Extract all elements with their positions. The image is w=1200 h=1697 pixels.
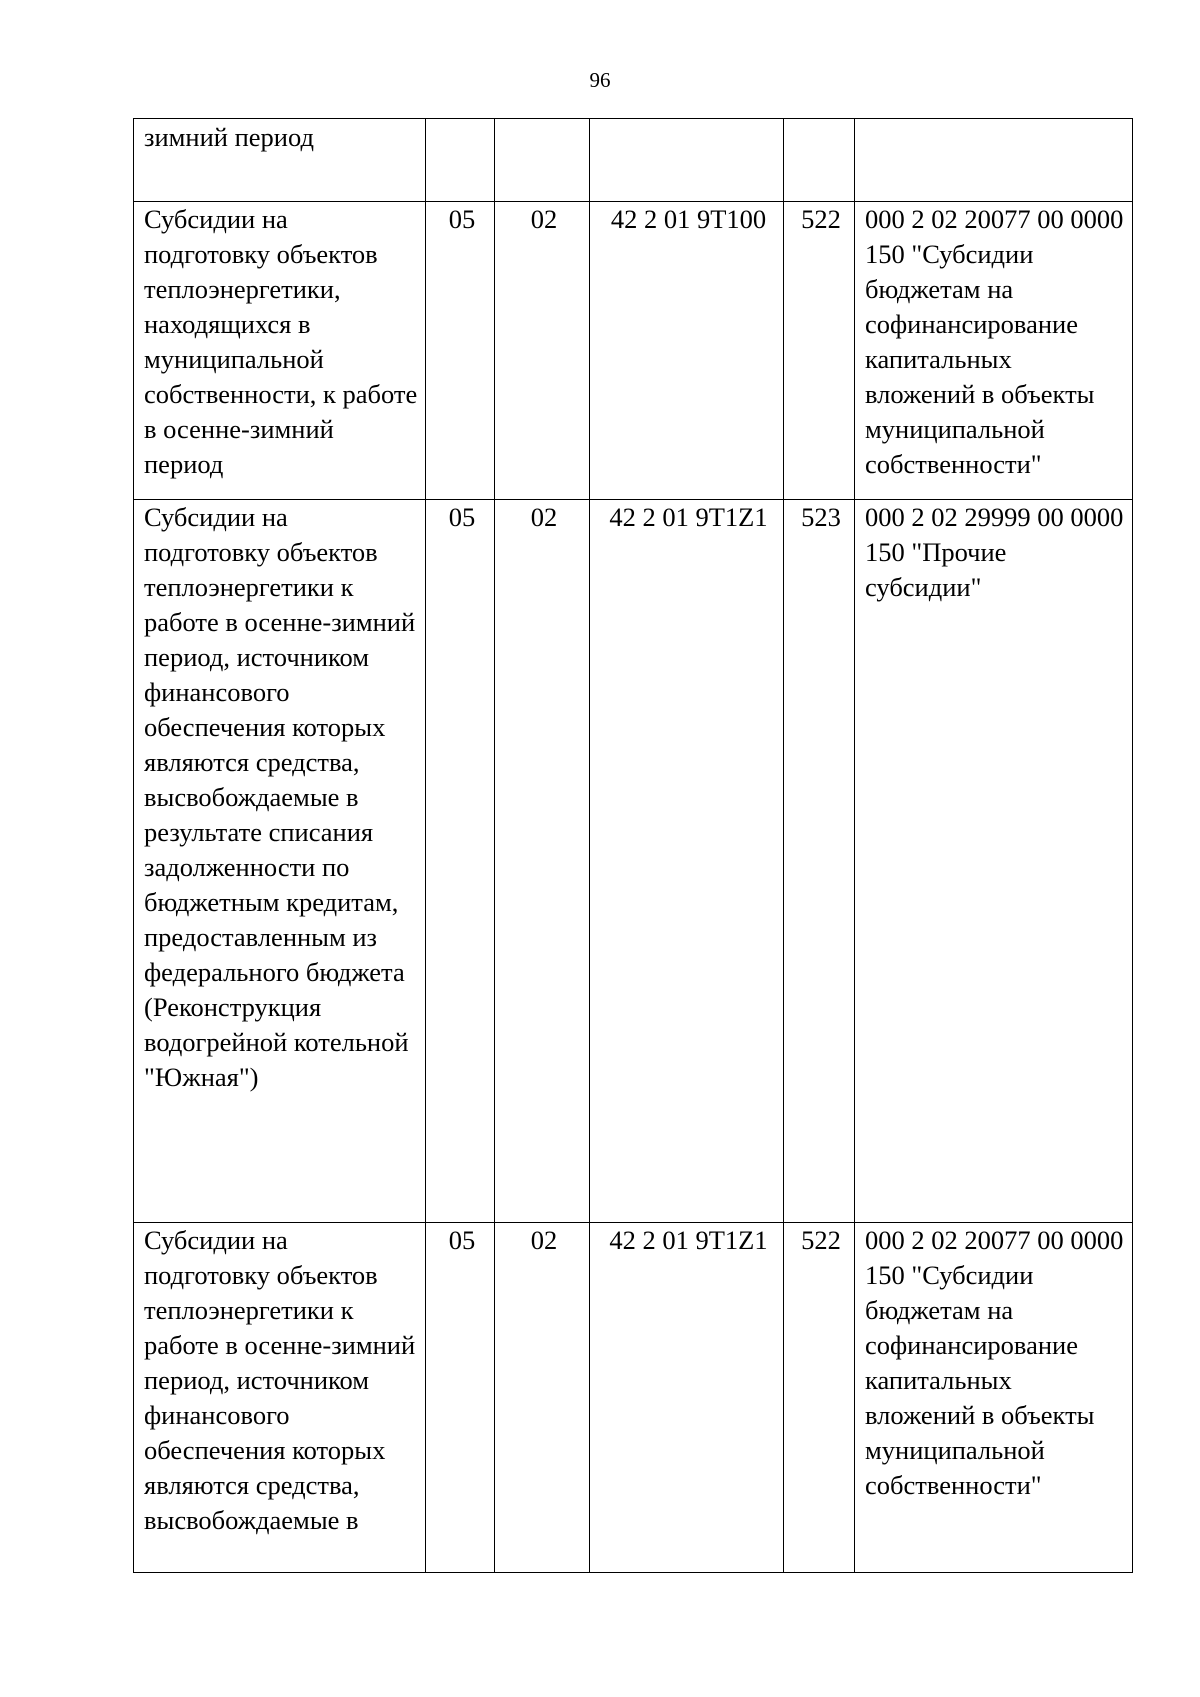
section-cell: 05 [426,1223,495,1573]
subsection-cell: 02 [495,1223,590,1573]
budget-classification-table [133,118,1133,1573]
expense-name-cell: зимний период [134,119,426,202]
income-code-cell: 000 2 02 20077 00 0000 150 "Субсидии бюджетам на софинансирование капитальных вложений в объекты муниципальной собственности" [855,202,1133,500]
target-code-cell: 42 2 01 9Т1Z1 [590,1223,784,1573]
subsection-cell: 02 [495,202,590,500]
page-number: 96 [589,68,611,92]
income-code-cell: 000 2 02 29999 00 0000 150 "Прочие субсидии" [855,500,1133,1223]
section-cell: 05 [426,500,495,1223]
expense-type-cell [784,119,855,202]
expense-type-cell: 522 [784,202,855,500]
table-row [134,119,1133,202]
expense-name-cell: Субсидии на подготовку объектов теплоэнергетики, находящихся в муниципальной собственности, к работе в осенне-зимний период [134,202,426,500]
subsection-cell [495,119,590,202]
expense-type-cell: 522 [784,1223,855,1573]
table-row [134,1223,1133,1573]
section-cell: 05 [426,202,495,500]
subsection-cell: 02 [495,500,590,1223]
section-cell [426,119,495,202]
expense-type-cell: 523 [784,500,855,1223]
expense-name-cell: Субсидии на подготовку объектов теплоэнергетики к работе в осенне-зимний период, источником финансового обеспечения которых являются средства, высвобождаемые в [134,1223,426,1573]
target-code-cell [590,119,784,202]
target-code-cell: 42 2 01 9Т1Z1 [590,500,784,1223]
target-code-cell: 42 2 01 9Т100 [590,202,784,500]
table-row [134,202,1133,500]
income-code-cell: 000 2 02 20077 00 0000 150 "Субсидии бюджетам на софинансирование капитальных вложений в объекты муниципальной собственности" [855,1223,1133,1573]
table-row [134,500,1133,1223]
expense-name-cell: Субсидии на подготовку объектов теплоэнергетики к работе в осенне-зимний период, источником финансового обеспечения которых являются средства, высвобождаемые в результате списания задолженности по бюджетным кредитам, предоставленным из федерального бюджета (Реконструкция водогрейной котельной "Южная") [134,500,426,1223]
income-code-cell [855,119,1133,202]
